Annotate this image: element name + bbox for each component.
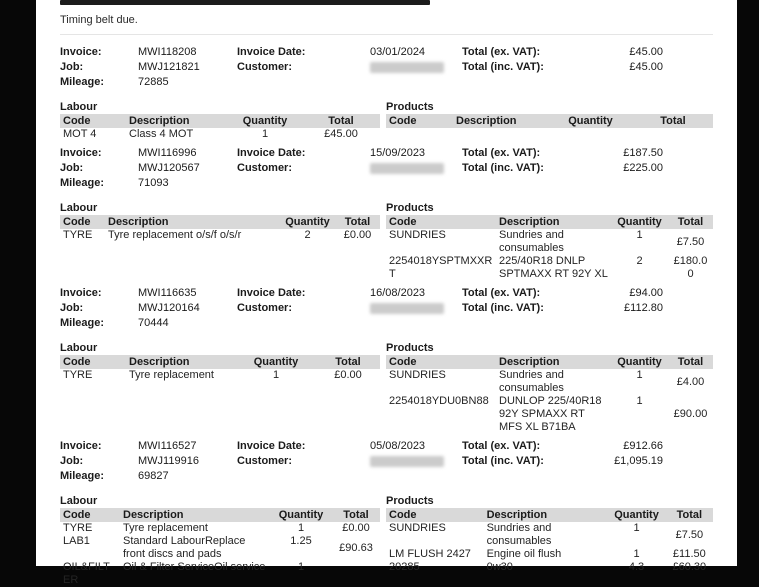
total-inc-vat-label: Total (inc. VAT): — [462, 61, 544, 73]
labour-table — [60, 355, 380, 382]
products-section-title: Products — [386, 495, 434, 507]
job-number: MWJ120164 — [138, 302, 200, 314]
col-header-code: Code — [386, 215, 496, 229]
invoice-date-value: 15/09/2023 — [370, 147, 426, 159]
item-description: Oil & Filter ServiceOil service — [123, 561, 266, 573]
item-quantity: 1 — [272, 369, 280, 381]
col-header-code: Code — [60, 114, 126, 128]
item-quantity: 1 — [636, 369, 643, 381]
total-inc-vat-value: £1,095.19 — [614, 455, 663, 467]
invoice-summary — [60, 286, 713, 331]
col-header-code: Code — [60, 215, 105, 229]
table-row — [60, 522, 380, 535]
invoice-date-value: 16/08/2023 — [370, 287, 426, 299]
table-row — [386, 548, 713, 561]
item-code: LAB1 — [63, 535, 90, 547]
invoice-id-group — [60, 45, 237, 90]
table-row — [386, 255, 713, 281]
total-ex-vat-label: Total (ex. VAT): — [462, 46, 541, 58]
item-quantity: 1 — [636, 395, 643, 407]
invoice-date-group — [237, 45, 462, 90]
item-quantity: 1 — [261, 128, 269, 140]
invoice-label: Invoice: — [60, 440, 102, 452]
col-header-quantity: Quantity — [548, 114, 633, 128]
invoice-id-group — [60, 146, 237, 191]
total-ex-vat-value: £45.00 — [629, 46, 663, 58]
labour-table-wrap — [60, 495, 380, 587]
job-label: Job: — [60, 61, 84, 73]
item-code: TYRE — [63, 369, 93, 381]
customer-redacted-value — [370, 163, 444, 174]
products-header-row — [386, 355, 713, 369]
item-total: £90.63 — [339, 541, 373, 554]
total-ex-vat-label: Total (ex. VAT): — [462, 287, 541, 299]
invoice-totals-group — [462, 45, 713, 90]
invoice-date-label: Invoice Date: — [237, 287, 306, 299]
labour-table-wrap — [60, 342, 380, 434]
col-header-total: Total — [668, 355, 713, 369]
labour-section-title: Labour — [60, 101, 98, 113]
col-header-code: Code — [60, 508, 120, 522]
invoice-date-group — [237, 146, 462, 191]
table-row — [386, 561, 713, 574]
invoice-id-group — [60, 439, 237, 484]
item-total: £4.00 — [676, 375, 705, 388]
col-header-quantity: Quantity — [270, 508, 332, 522]
labour-section-title: Labour — [60, 495, 98, 507]
item-quantity: 2 — [636, 255, 643, 267]
section-divider — [60, 34, 713, 35]
invoice-number: MWI116635 — [138, 287, 197, 299]
item-quantity: 1 — [297, 522, 305, 534]
col-header-total: Total — [332, 508, 380, 522]
customer-redacted-value — [370, 62, 444, 73]
col-header-code: Code — [386, 508, 484, 522]
table-row — [386, 369, 713, 395]
invoice-section — [60, 146, 713, 281]
col-header-total: Total — [316, 355, 380, 369]
item-total: £7.50 — [676, 235, 705, 248]
products-table — [386, 355, 713, 434]
table-row — [60, 561, 380, 587]
invoice-totals-group — [462, 439, 713, 484]
item-code: SUNDRIES — [389, 369, 446, 381]
products-table — [386, 215, 713, 281]
col-header-total: Total — [335, 215, 380, 229]
item-quantity: 1 — [636, 229, 643, 241]
invoice-summary — [60, 439, 713, 484]
products-table-wrap — [386, 342, 713, 434]
labour-section-title: Labour — [60, 342, 98, 354]
item-quantity: 1.25 — [290, 535, 312, 547]
invoice-id-group — [60, 286, 237, 331]
item-quantity: 2 — [304, 229, 311, 241]
invoice-label: Invoice: — [60, 147, 102, 159]
item-code: TYRE — [63, 522, 93, 534]
customer-label: Customer: — [237, 455, 293, 467]
labour-table-wrap — [60, 101, 380, 141]
col-header-description: Description — [496, 355, 611, 369]
col-header-description: Description — [484, 508, 608, 522]
customer-label: Customer: — [237, 61, 293, 73]
col-header-description: Description — [496, 215, 611, 229]
invoice-totals-group — [462, 286, 713, 331]
invoice-section — [60, 439, 713, 587]
invoice-tables — [60, 342, 713, 434]
item-quantity: 1 — [297, 561, 305, 573]
col-header-total: Total — [666, 508, 713, 522]
total-ex-vat-label: Total (ex. VAT): — [462, 147, 541, 159]
products-table-wrap — [386, 202, 713, 281]
job-label: Job: — [60, 455, 84, 467]
item-total: £0.00 — [342, 522, 370, 534]
col-header-quantity: Quantity — [228, 114, 302, 128]
table-row — [386, 229, 713, 255]
invoice-section — [60, 286, 713, 434]
item-total: £45.00 — [324, 128, 358, 140]
item-code: OIL&FILTER — [63, 561, 110, 586]
table-row — [60, 128, 380, 141]
invoice-date-label: Invoice Date: — [237, 46, 306, 58]
col-header-quantity: Quantity — [611, 215, 668, 229]
invoice-label: Invoice: — [60, 287, 102, 299]
job-number: MWJ119916 — [138, 455, 199, 467]
col-header-description: Description — [453, 114, 548, 128]
invoice-label: Invoice: — [60, 46, 102, 58]
item-total: £11.50 — [672, 548, 706, 560]
labour-section-title: Labour — [60, 202, 98, 214]
products-header-row — [386, 114, 713, 128]
customer-label: Customer: — [237, 302, 293, 314]
item-total: £0.00 — [334, 369, 362, 381]
labour-header-row — [60, 215, 380, 229]
item-description: Standard LabourReplace front discs and pads — [123, 535, 246, 560]
col-header-code: Code — [60, 355, 126, 369]
job-label: Job: — [60, 302, 84, 314]
item-code: 2254018YDU0BN88 — [389, 395, 489, 407]
item-code: MOT 4 — [63, 128, 97, 140]
mileage-value: 69827 — [138, 470, 169, 482]
table-row — [60, 369, 380, 382]
invoice-date-value: 05/08/2023 — [370, 440, 426, 452]
item-description: Sundries and consumables — [499, 229, 564, 254]
item-description: Tyre replacement o/s/f o/s/r — [108, 229, 242, 241]
item-code: SUNDRIES — [389, 522, 446, 534]
total-ex-vat-value: £187.50 — [623, 147, 663, 159]
col-header-code: Code — [386, 114, 453, 128]
item-description: 0w30 — [486, 561, 513, 573]
item-description: Sundries and consumables — [486, 522, 552, 547]
total-inc-vat-value: £112.80 — [624, 302, 663, 314]
item-description: Engine oil flush — [486, 548, 562, 560]
customer-redacted-value — [370, 303, 444, 314]
invoice-tables — [60, 495, 713, 587]
col-header-description: Description — [105, 215, 280, 229]
col-header-quantity: Quantity — [607, 508, 665, 522]
table-row — [386, 522, 713, 548]
total-inc-vat-label: Total (inc. VAT): — [462, 162, 544, 174]
labour-header-row — [60, 355, 380, 369]
mileage-value: 70444 — [138, 317, 169, 329]
invoice-number: MWI118208 — [138, 46, 197, 58]
col-header-quantity: Quantity — [280, 215, 335, 229]
job-number: MWJ120567 — [138, 162, 200, 174]
invoice-summary — [60, 45, 713, 90]
mileage-label: Mileage: — [60, 317, 105, 329]
labour-table — [60, 114, 380, 141]
invoice-number: MWI116996 — [138, 147, 197, 159]
item-total: £7.50 — [675, 528, 704, 541]
mileage-label: Mileage: — [60, 177, 105, 189]
total-inc-vat-label: Total (inc. VAT): — [462, 455, 544, 467]
labour-header-row — [60, 114, 380, 128]
note-text: Timing belt due. — [60, 14, 138, 26]
labour-table — [60, 215, 380, 242]
mileage-value: 71093 — [138, 177, 169, 189]
customer-label: Customer: — [237, 162, 293, 174]
job-label: Job: — [60, 162, 84, 174]
item-description: Class 4 MOT — [129, 128, 194, 140]
item-description: Tyre replacement — [129, 369, 214, 381]
labour-table — [60, 508, 380, 587]
total-inc-vat-value: £225.00 — [623, 162, 663, 174]
total-ex-vat-value: £912.66 — [623, 440, 663, 452]
invoice-summary — [60, 146, 713, 191]
invoice-list — [60, 45, 713, 587]
col-header-total: Total — [302, 114, 380, 128]
item-description: DUNLOP 225/40R18 92Y SPMAXX RT MFS XL B71BA — [499, 395, 602, 433]
mileage-label: Mileage: — [60, 76, 105, 88]
products-header-row — [386, 215, 713, 229]
invoice-number: MWI116527 — [138, 440, 197, 452]
item-total: £0.00 — [343, 229, 372, 241]
invoice-section — [60, 45, 713, 141]
products-section-title: Products — [386, 342, 434, 354]
invoice-date-label: Invoice Date: — [237, 147, 306, 159]
mileage-value: 72885 — [138, 76, 169, 88]
col-header-quantity: Quantity — [236, 355, 316, 369]
col-header-code: Code — [386, 355, 496, 369]
item-total — [332, 561, 380, 587]
item-code: SUNDRIES — [389, 229, 446, 241]
total-inc-vat-value: £45.00 — [629, 61, 663, 73]
job-number: MWJ121821 — [138, 61, 200, 73]
col-header-total: Total — [668, 215, 713, 229]
item-total: £180.00 — [673, 255, 708, 280]
invoice-tables — [60, 101, 713, 141]
total-ex-vat-value: £94.00 — [629, 287, 663, 299]
mileage-label: Mileage: — [60, 470, 105, 482]
products-section-title: Products — [386, 101, 434, 113]
total-inc-vat-label: Total (inc. VAT): — [462, 302, 544, 314]
item-code: LM FLUSH 2427 — [389, 548, 471, 560]
item-quantity: 1 — [633, 548, 640, 560]
products-section-title: Products — [386, 202, 434, 214]
item-total: £90.00 — [673, 408, 708, 420]
item-code: TYRE — [63, 229, 93, 241]
item-description: Sundries and consumables — [499, 369, 564, 394]
item-quantity: 4.3 — [628, 561, 645, 573]
invoice-date-group — [237, 286, 462, 331]
item-code: 20285 — [389, 561, 420, 573]
customer-redacted-value — [370, 456, 444, 467]
item-description: Tyre replacement — [123, 522, 208, 534]
item-quantity: 1 — [633, 522, 640, 534]
col-header-description: Description — [126, 114, 228, 128]
products-table — [386, 508, 713, 574]
item-total: £60.30 — [672, 561, 707, 573]
col-header-quantity: Quantity — [611, 355, 668, 369]
invoice-date-label: Invoice Date: — [237, 440, 306, 452]
invoice-totals-group — [462, 146, 713, 191]
table-row — [386, 395, 713, 434]
page-title-redacted — [60, 0, 430, 5]
service-history-report — [36, 0, 737, 586]
invoice-date-group — [237, 439, 462, 484]
total-ex-vat-label: Total (ex. VAT): — [462, 440, 541, 452]
products-table-wrap — [386, 495, 713, 587]
col-header-description: Description — [126, 355, 236, 369]
col-header-total: Total — [633, 114, 713, 128]
table-row — [60, 535, 380, 561]
products-table-wrap — [386, 101, 713, 141]
item-description: 225/40R18 DNLP SPTMAXX RT 92Y XL — [499, 255, 608, 280]
col-header-description: Description — [120, 508, 270, 522]
labour-header-row — [60, 508, 380, 522]
table-row — [60, 229, 380, 242]
products-table — [386, 114, 713, 128]
products-header-row — [386, 508, 713, 522]
invoice-tables — [60, 202, 713, 281]
item-code: 2254018YSPTMXXRT — [389, 255, 493, 280]
labour-table-wrap — [60, 202, 380, 281]
invoice-date-value: 03/01/2024 — [370, 46, 426, 58]
